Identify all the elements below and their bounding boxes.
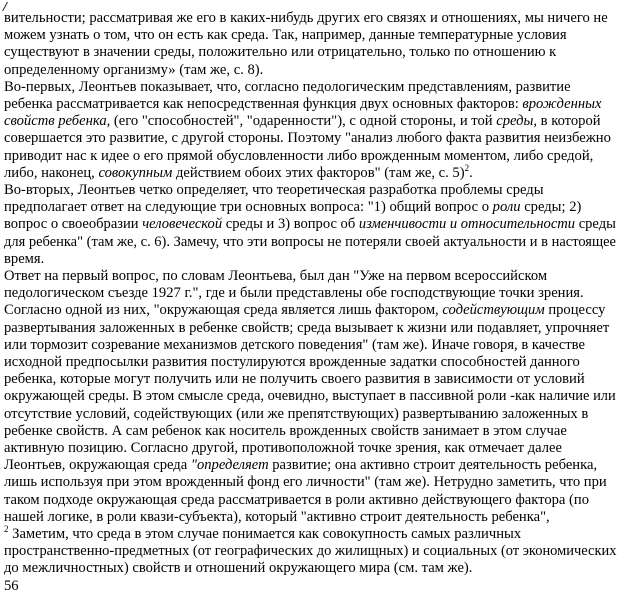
page-number	[4, 578, 19, 595]
text-line	[4, 423, 567, 440]
text-run: пространственно-предметных (от географических до жилищных) и социальных (от экономических	[4, 543, 617, 560]
italic-text: роли	[492, 199, 521, 216]
text-run: до межличностных) свойств и отношений окружающего мира (см. там же).	[4, 560, 473, 577]
text-line	[4, 526, 521, 543]
text-run: ребенка, которые могут получить или не получить своего развития в зависимости от условий	[4, 371, 585, 388]
text-run: вопрос о своеобразии	[4, 216, 143, 233]
text-run: время.	[4, 250, 45, 267]
text-line	[4, 62, 263, 79]
text-run: лишь используя при этом врожденный фонд его личности" (там же). Нетрудно заметить, что при	[4, 474, 607, 491]
text-line	[4, 216, 616, 233]
text-run: 56	[4, 577, 19, 594]
text-line	[4, 234, 616, 251]
text-line	[4, 509, 550, 526]
text-run: в которой	[537, 113, 601, 130]
text-run: Леонтьев, окружающая среда	[4, 457, 191, 474]
text-run: (его "способностей", "одаренности"), с одной стороны, и той	[110, 113, 497, 130]
text-run: определенному организму» (там же, с. 8).	[4, 61, 264, 78]
text-run: среды	[575, 216, 616, 233]
text-run: .	[469, 164, 473, 181]
text-line	[4, 560, 472, 577]
text-run: отсутствие условий, содействующих (или же препятствующих) развертыванию заложенных в	[4, 405, 589, 422]
italic-text: "определяет	[190, 457, 269, 474]
text-line	[4, 113, 601, 130]
text-line	[4, 148, 593, 165]
text-line	[4, 543, 616, 560]
text-line	[4, 27, 567, 44]
text-run: Согласно одной из них, "окружающая среда является лишь фактором,	[4, 302, 443, 319]
text-line	[4, 406, 588, 423]
text-line	[4, 268, 547, 285]
text-run: ребенка рассматривается как непосредственная функция двух основных факторов:	[4, 96, 523, 112]
italic-text: изменчивости и относительности	[358, 216, 576, 233]
text-run: педологическом съезде 1927 г.", где и были представлены обе господствующие точки зрения.	[4, 285, 584, 302]
text-line	[4, 199, 581, 216]
text-line	[4, 302, 605, 319]
italic-text: человеческой	[142, 216, 223, 233]
text-run: окружающей среды. В этом смысле среда, очевидно, выступает в пассивной роли -как наличие или	[4, 388, 616, 405]
text-line	[4, 44, 556, 61]
text-run: Во-первых, Леонтьев показывает, что, согласно педологическим представлениям, развитие	[4, 78, 571, 95]
text-run: развитие; она активно строит деятельность ребенка,	[268, 457, 598, 474]
text-run: среды; 2)	[520, 199, 582, 216]
text-line	[4, 320, 609, 337]
text-run: приводит нас к идее о его прямой обусловленности либо врожденным моментом, либо средой,	[4, 147, 594, 164]
text-run: совершается это развитие, с другой стороны. Поэтому "анализ любого факта развития неизбежно	[4, 130, 611, 147]
text-run: ребенке свойств. А сам ребенок как носитель врожденных свойств занимает в этом случае	[4, 422, 567, 439]
text-run: вительности; рассматривая же его в каких-нибудь других его связях и отношениях, мы ничего не	[4, 10, 608, 26]
text-run: существуют в значении среды, положительно или отрицательно, только по отношению к	[4, 44, 557, 61]
text-line	[4, 182, 544, 199]
text-run: для ребенка" (там же, с. 6). Замечу, что эти вопросы не потеряли своей актуальности и в настоящее	[4, 233, 616, 250]
text-line	[4, 388, 616, 405]
italic-text: содействующим	[442, 302, 545, 319]
footnote-ref: 2	[464, 162, 470, 173]
text-line	[4, 285, 584, 302]
top-mark: /	[3, 0, 7, 15]
italic-text: среды,	[496, 113, 538, 130]
text-line	[4, 162, 473, 182]
text-line	[4, 492, 589, 509]
italic-text: совокупным	[98, 164, 173, 181]
text-run: среды и 3) вопрос об	[222, 216, 359, 233]
text-line	[4, 130, 611, 147]
text-run: можем узнать о том, что он есть как среда. Так, например, данные температурные условия	[4, 27, 567, 44]
text-line	[4, 371, 585, 388]
text-line	[4, 337, 585, 354]
text-run: процессу	[544, 302, 606, 319]
text-line	[4, 251, 44, 268]
text-run: развертывания заложенных в ребенке свойств; среда вызывает к жизни или подавляет, упрочняет	[4, 319, 610, 336]
text-run: действием обоих этих факторов" (там же, с. 5)	[172, 164, 465, 181]
text-run: исходной предпосылки развития постулируются врожденные задатки способностей данного	[4, 354, 580, 370]
text-run: либо, наконец,	[4, 164, 99, 181]
text-run: Ответ на первый вопрос, по словам Леонтьева, был дан "Уже на первом всероссийском	[4, 268, 548, 284]
text-line	[4, 440, 562, 457]
text-line	[4, 354, 580, 371]
footnote-ref: 2	[4, 524, 9, 535]
text-run: или тормозит созревание механизмов детского поведения" (там же). Иначе говоря, в качестве	[4, 336, 585, 353]
italic-text: врожденных	[522, 96, 602, 112]
text-run: Заметим, что среда в этом случае понимается как совокупность самых различных	[8, 526, 522, 542]
text-run: таком подходе окружающая среда рассматривается в роли активно действующего фактора (по	[4, 491, 590, 508]
text-line	[4, 474, 607, 491]
text-line	[4, 96, 601, 113]
text-line	[4, 79, 571, 96]
italic-text: свойств ребенка,	[4, 113, 111, 130]
text-run: предполагает ответ на следующие три основных вопроса: "1) общий вопрос о	[4, 199, 493, 216]
text-line	[4, 457, 597, 474]
text-run: активную позицию. Согласно другой, противоположной точке зрения, как отмечает далее	[4, 440, 562, 456]
text-run: нашей логике, в роли квази-субъекта), который "активно строит деятельность ребенка",	[4, 508, 550, 525]
text-run: Во-вторых, Леонтьев четко определяет, что теоретическая разработка проблемы среды	[4, 182, 544, 198]
text-line	[4, 10, 608, 27]
